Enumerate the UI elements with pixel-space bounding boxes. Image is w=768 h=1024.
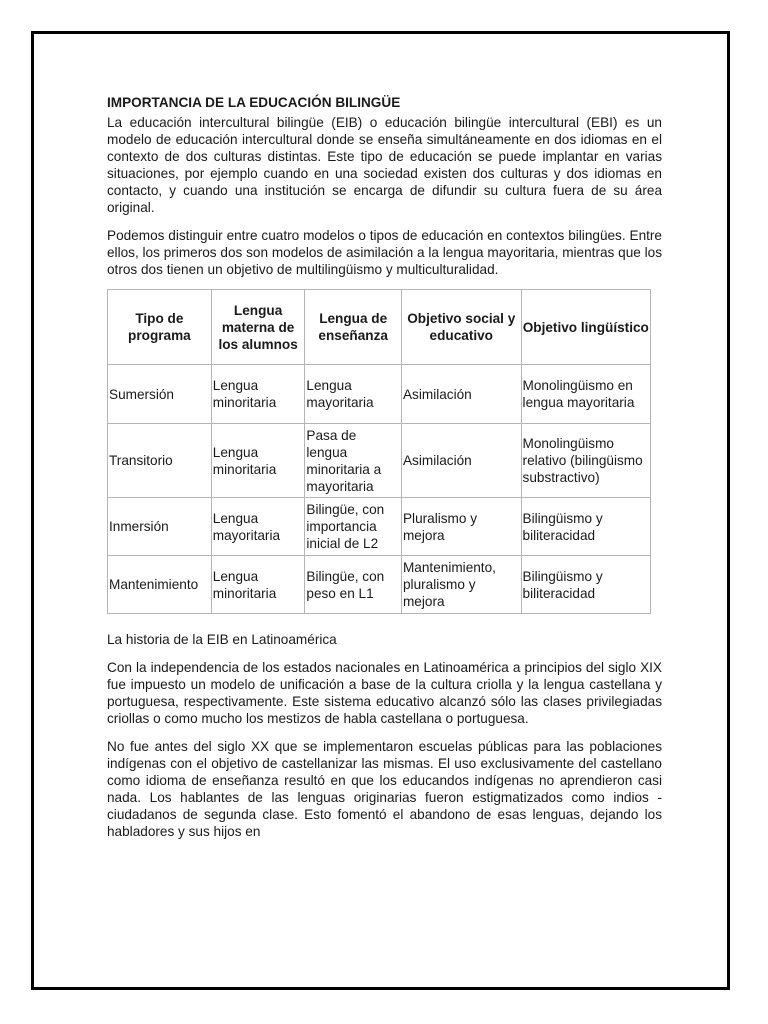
table-cell: Sumersión	[108, 365, 212, 424]
table-cell: Monolingüismo en lengua mayoritaria	[521, 365, 650, 424]
document-body	[107, 94, 662, 851]
table-cell: Lengua mayoritaria	[211, 498, 305, 556]
table-cell: Asimilación	[401, 424, 521, 498]
table-row	[108, 556, 651, 614]
header-lengua-ensenanza: Lengua de enseñanza	[305, 290, 402, 365]
table-cell: Lengua minoritaria	[211, 424, 305, 498]
section-heading: La historia de la EIB en Latinoamérica	[107, 632, 337, 647]
table-cell: Pluralismo y mejora	[401, 498, 521, 556]
table-cell: Lengua minoritaria	[211, 365, 305, 424]
table-cell: Mantenimiento	[108, 556, 212, 614]
table-cell: Bilingüe, con importancia inicial de L2	[305, 498, 402, 556]
table-cell: Monolingüismo relativo (bilingüismo substractivo)	[521, 424, 650, 498]
history-paragraph-1: Con la independencia de los estados nacionales en Latinoamérica a principios del siglo XIX fue impuesto un modelo de unificación a base de la cultura criolla y la lengua castellana y portuguesa, respectivamente. Este sistema educativo alcanzó sólo las clases privilegiadas criollas o como mucho los mestizos de habla castellana o portuguesa.	[107, 660, 662, 726]
intro-paragraph: La educación intercultural bilingüe (EIB) o educación bilingüe intercultural (EBI) es un modelo de educación intercultural donde se enseña simultáneamente en dos idiomas en el contexto de dos culturas distintas. Este tipo de educación se puede implantar en varias situaciones, por ejemplo cuando en una sociedad existen dos culturas y dos idiomas en contacto, y cuando una institución se encarga de difundir su cultura fuera de su área original.	[107, 115, 662, 215]
history-paragraph-2: No fue antes del siglo XX que se implementaron escuelas públicas para las poblaciones indígenas con el objetivo de castellanizar las mismas. El uso exclusivamente del castellano como idioma de enseñanza resultó en que los educandos indígenas no aprendieron casi nada. Los hablantes de las lenguas originarias fueron estigmatizados como indios - ciudadanos de segunda clase. Esto fomentó el abandono de esas lenguas, dejando los habladores y sus hijos en	[107, 739, 662, 839]
programs-table	[107, 289, 651, 614]
models-paragraph: Podemos distinguir entre cuatro modelos o tipos de educación en contextos bilingües. Entre ellos, los primeros dos son modelos de asimilación a la lengua mayoritaria, mientras que los otros dos tienen un objetivo de multilingüismo y multiculturalidad.	[107, 228, 662, 277]
table-row	[108, 424, 651, 498]
header-objetivo-social: Objetivo social y educativo	[401, 290, 521, 365]
table-cell: Bilingüismo y biliteracidad	[521, 556, 650, 614]
table-cell: Pasa de lengua minoritaria a mayoritaria	[305, 424, 402, 498]
header-lengua-materna: Lengua materna de los alumnos	[211, 290, 305, 365]
table-row	[108, 498, 651, 556]
table-cell: Bilingüismo y biliteracidad	[521, 498, 650, 556]
table-row	[108, 365, 651, 424]
table-cell: Inmersión	[108, 498, 212, 556]
document-title: IMPORTANCIA DE LA EDUCACIÓN BILINGÜE	[107, 95, 401, 110]
table-header-row	[108, 290, 651, 365]
table-cell: Bilingüe, con peso en L1	[305, 556, 402, 614]
table-cell: Lengua mayoritaria	[305, 365, 402, 424]
table-cell: Asimilación	[401, 365, 521, 424]
table-cell: Transitorio	[108, 424, 212, 498]
header-objetivo-linguistico: Objetivo lingüístico	[521, 290, 650, 365]
header-tipo-programa: Tipo de programa	[108, 290, 212, 365]
table-cell: Lengua minoritaria	[211, 556, 305, 614]
table-cell: Mantenimiento, pluralismo y mejora	[401, 556, 521, 614]
